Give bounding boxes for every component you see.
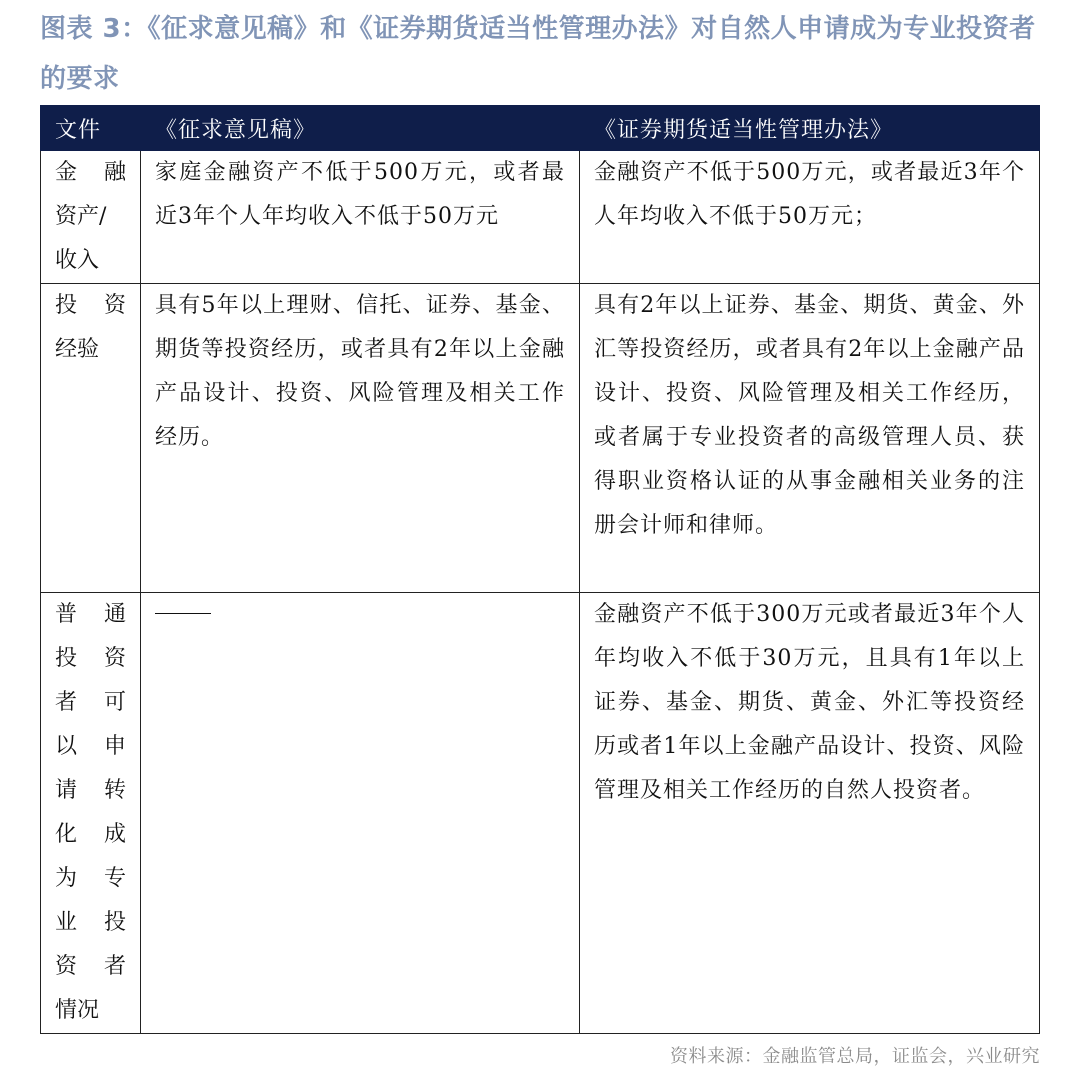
header-measures: 《证券期货适当性管理办法》	[580, 106, 1040, 151]
table-row	[41, 593, 1040, 1034]
row-label	[41, 284, 141, 593]
row-label-char: 业	[55, 910, 78, 935]
measures-cell: 具有2年以上证券、基金、期货、黄金、外汇等投资经历，或者具有2年以上金融产品设计、投资、风险管理及相关工作经历，或者属于专业投资者的高级管理人员、获得职业资格认证的从事金融相关业务的注册会计师和律师。	[580, 284, 1040, 593]
row-label-char: 融	[103, 160, 126, 185]
table-row	[41, 151, 1040, 284]
row-label-char: 专	[103, 866, 126, 891]
row-label-char: 资	[55, 954, 78, 979]
row-label-char: 情况	[55, 998, 100, 1023]
row-label-char: 金	[55, 160, 78, 185]
draft-cell: 家庭金融资产不低于500万元，或者最近3年个人年均收入不低于50万元	[141, 151, 580, 284]
row-label-char: 成	[103, 822, 126, 847]
row-label	[41, 593, 141, 1034]
row-label-char: 者	[55, 690, 78, 715]
row-label-char: 为	[55, 866, 78, 891]
measures-cell: 金融资产不低于300万元或者最近3年个人年均收入不低于30万元，且具有1年以上证券、基金、期货、黄金、外汇等投资经历或者1年以上金融产品设计、投资、风险管理及相关工作经历的自然人投资者。	[580, 593, 1040, 1034]
measures-cell: 金融资产不低于500万元，或者最近3年个人年均收入不低于50万元；	[580, 151, 1040, 284]
draft-cell: 具有5年以上理财、信托、证券、基金、期货等投资经历，或者具有2年以上金融产品设计、投资、风险管理及相关工作经历。	[141, 284, 580, 593]
row-label-char: 资	[103, 646, 126, 671]
header-draft: 《征求意见稿》	[141, 106, 580, 151]
row-label-char: 普	[55, 602, 78, 627]
row-label-char: 以	[55, 734, 78, 759]
row-label-char: 投	[55, 293, 78, 318]
row-label-char: 收入	[55, 248, 100, 273]
row-label-char: 请	[55, 778, 78, 803]
row-label-char: 可	[103, 690, 126, 715]
draft-cell	[141, 593, 580, 1034]
row-label-char: 者	[103, 954, 126, 979]
row-label-char: 资	[103, 293, 126, 318]
row-label-char: 投	[103, 910, 126, 935]
row-label-char: 化	[55, 822, 78, 847]
figure-title: 图表 3：《征求意见稿》和《证券期货适当性管理办法》对自然人申请成为专业投资者的要求	[40, 14, 1036, 94]
row-label-char: 申	[103, 734, 126, 759]
row-label-char: 转	[103, 778, 126, 803]
comparison-table	[40, 105, 1040, 1034]
header-document: 文件	[41, 106, 141, 151]
table-row	[41, 284, 1040, 593]
row-label-char: 经验	[55, 337, 100, 362]
em-dash	[155, 613, 211, 614]
source-note: 资料来源：金融监管总局，证监会，兴业研究	[670, 1046, 1040, 1067]
row-label	[41, 151, 141, 284]
row-label-char: 资产/	[55, 204, 107, 229]
row-label-char: 通	[103, 602, 126, 627]
table-header-row	[41, 106, 1040, 151]
row-label-char: 投	[55, 646, 78, 671]
